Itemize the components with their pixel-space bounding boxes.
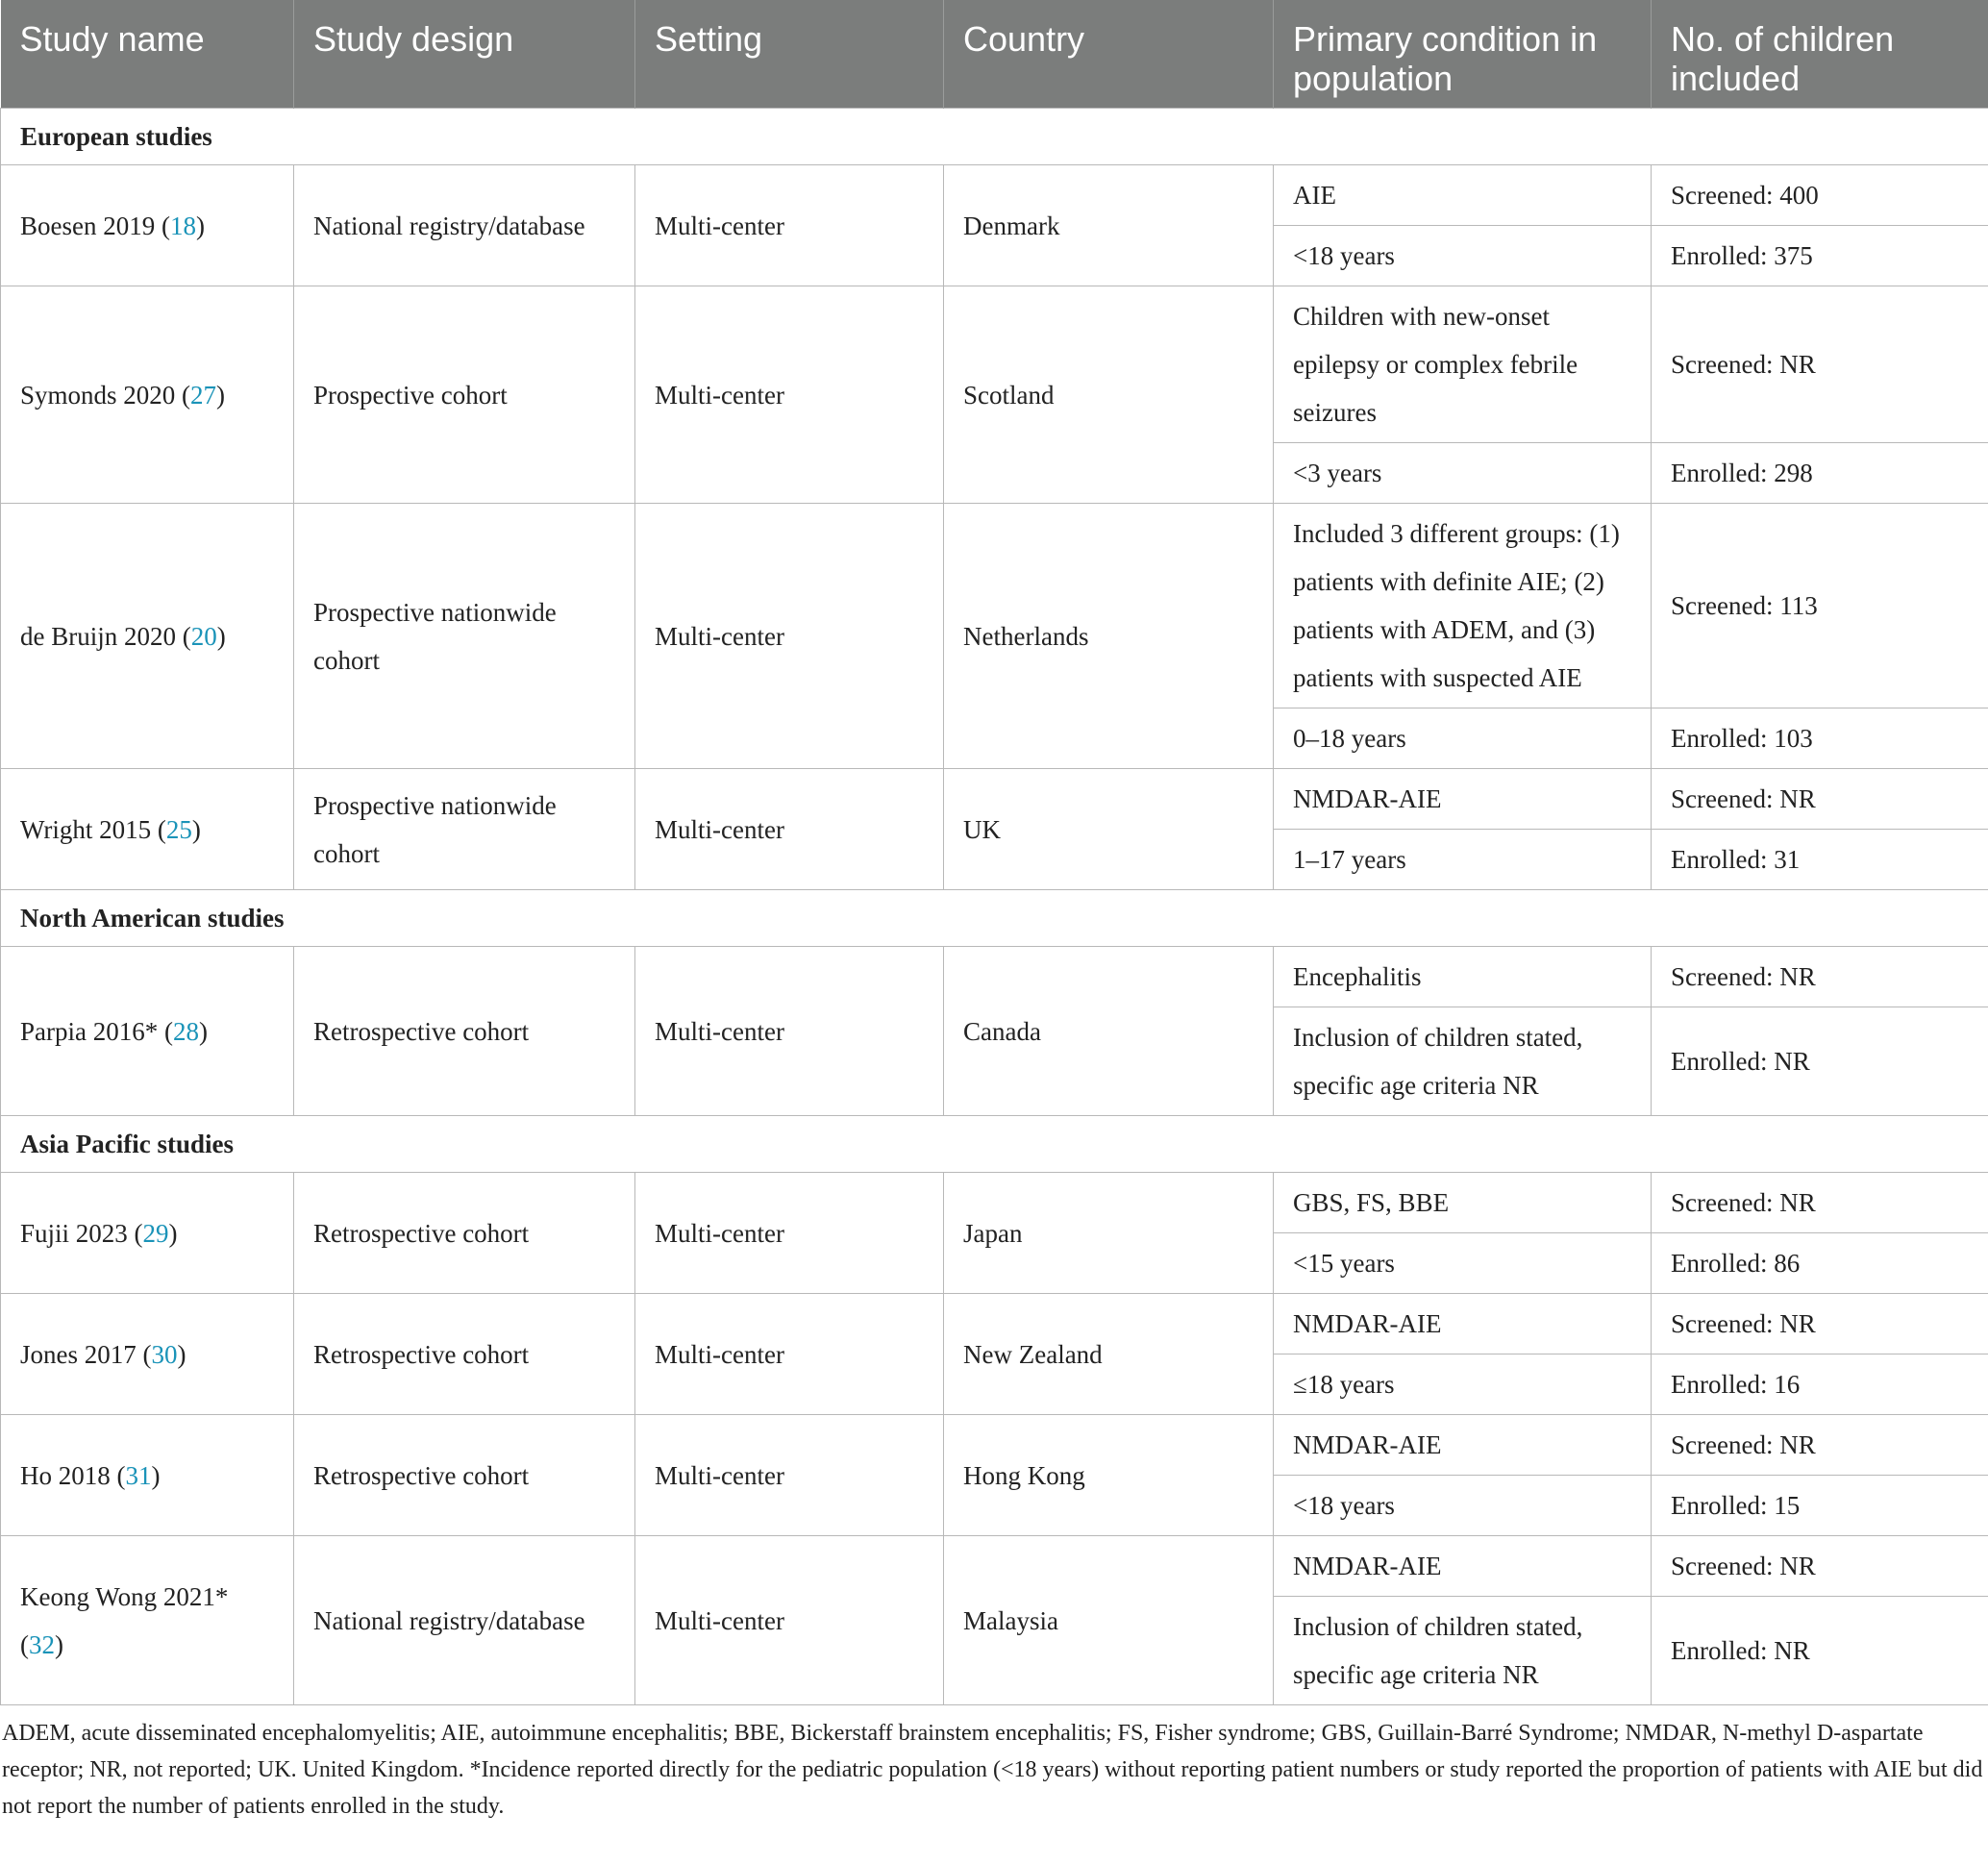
cell-study-name: Symonds 2020 (27) xyxy=(1,286,294,504)
cell-enrolled: Enrolled: 375 xyxy=(1652,226,1988,286)
cell-study-design: Retrospective cohort xyxy=(294,1173,635,1294)
reference-link[interactable]: 27 xyxy=(190,380,217,410)
cell-screened: Screened: 400 xyxy=(1652,165,1988,226)
cell-setting: Multi-center xyxy=(635,165,944,286)
study-name: Wright 2015 xyxy=(20,814,152,844)
cell-setting: Multi-center xyxy=(635,1173,944,1294)
table-row xyxy=(1,1536,1988,1597)
col-header-primary-condition: Primary condition in population xyxy=(1274,0,1652,109)
cell-study-design: Prospective nationwide cohort xyxy=(294,504,635,769)
cell-setting: Multi-center xyxy=(635,1536,944,1705)
cell-age-criteria: <15 years xyxy=(1274,1233,1652,1294)
cell-screened: Screened: NR xyxy=(1652,286,1988,443)
cell-condition: NMDAR-AIE xyxy=(1274,1536,1652,1597)
cell-country: Scotland xyxy=(944,286,1274,504)
group-row xyxy=(1,890,1988,947)
cell-enrolled: Enrolled: 298 xyxy=(1652,443,1988,504)
cell-condition: NMDAR-AIE xyxy=(1274,1415,1652,1476)
cell-study-design: Retrospective cohort xyxy=(294,1415,635,1536)
table-row xyxy=(1,1415,1988,1476)
cell-enrolled: Enrolled: 15 xyxy=(1652,1476,1988,1536)
reference-link[interactable]: 25 xyxy=(165,814,192,844)
cell-setting: Multi-center xyxy=(635,947,944,1116)
cell-setting: Multi-center xyxy=(635,286,944,504)
cell-country: Japan xyxy=(944,1173,1274,1294)
study-name: de Bruijn 2020 xyxy=(20,621,176,651)
reference-link[interactable]: 32 xyxy=(29,1629,55,1659)
cell-age-criteria: <18 years xyxy=(1274,226,1652,286)
cell-screened: Screened: 113 xyxy=(1652,504,1988,708)
cell-condition: NMDAR-AIE xyxy=(1274,769,1652,830)
cell-age-criteria: 1–17 years xyxy=(1274,830,1652,890)
table-row xyxy=(1,1294,1988,1355)
cell-study-design: Retrospective cohort xyxy=(294,1294,635,1415)
table-header xyxy=(1,0,1988,109)
cell-enrolled: Enrolled: 16 xyxy=(1652,1355,1988,1415)
cell-age-criteria: ≤18 years xyxy=(1274,1355,1652,1415)
cell-setting: Multi-center xyxy=(635,769,944,890)
cell-country: Canada xyxy=(944,947,1274,1116)
reference-link[interactable]: 20 xyxy=(190,621,217,651)
cell-condition: Included 3 different groups: (1) patients with definite AIE; (2) patients with ADEM, and (3) patients with suspected AIE xyxy=(1274,504,1652,708)
cell-study-name: Jones 2017 (30) xyxy=(1,1294,294,1415)
group-label-europe: European studies xyxy=(1,109,1988,165)
table-row xyxy=(1,769,1988,830)
cell-enrolled: Enrolled: 31 xyxy=(1652,830,1988,890)
table-row xyxy=(1,947,1988,1007)
group-row xyxy=(1,1116,1988,1173)
study-name: Symonds 2020 xyxy=(20,380,176,410)
cell-country: Denmark xyxy=(944,165,1274,286)
cell-condition: AIE xyxy=(1274,165,1652,226)
cell-country: UK xyxy=(944,769,1274,890)
table-row xyxy=(1,286,1988,443)
cell-condition: Children with new-onset epilepsy or complex febrile seizures xyxy=(1274,286,1652,443)
cell-setting: Multi-center xyxy=(635,504,944,769)
cell-age-criteria: Inclusion of children stated, specific age criteria NR xyxy=(1274,1007,1652,1116)
cell-study-name: Ho 2018 (31) xyxy=(1,1415,294,1536)
cell-condition: NMDAR-AIE xyxy=(1274,1294,1652,1355)
table-footnote: ADEM, acute disseminated encephalomyelitis; AIE, autoimmune encephalitis; BBE, Bickerstaff brainstem encephalitis; FS, Fisher syndrome; GBS, Guillain-Barré Syndrome; NMDAR, N-methyl D-aspartate receptor; NR, not reported; UK. United Kingdom. *Incidence reported directly for the pediatric population (<18 years) without reporting patient numbers or study reported the proportion of patients with AIE but did not report the number of patients enrolled in the study. xyxy=(2,1721,1983,1819)
cell-screened: Screened: NR xyxy=(1652,947,1988,1007)
reference-link[interactable]: 29 xyxy=(142,1218,169,1248)
group-row xyxy=(1,109,1988,165)
study-name: Ho 2018 xyxy=(20,1460,111,1490)
cell-condition: GBS, FS, BBE xyxy=(1274,1173,1652,1233)
table-body xyxy=(1,109,1988,1705)
cell-country: Hong Kong xyxy=(944,1415,1274,1536)
cell-study-name: Keong Wong 2021* (32) xyxy=(1,1536,294,1705)
reference-link[interactable]: 28 xyxy=(172,1016,199,1046)
header-row xyxy=(1,0,1988,109)
cell-study-design: National registry/database xyxy=(294,1536,635,1705)
cell-enrolled: Enrolled: 86 xyxy=(1652,1233,1988,1294)
cell-setting: Multi-center xyxy=(635,1294,944,1415)
cell-study-design: National registry/database xyxy=(294,165,635,286)
group-label-north-america: North American studies xyxy=(1,890,1988,947)
study-name: Parpia 2016 xyxy=(20,1016,145,1046)
cell-age-criteria: <3 years xyxy=(1274,443,1652,504)
asterisk-mark: * xyxy=(144,1016,159,1046)
reference-link[interactable]: 31 xyxy=(125,1460,152,1490)
table-row xyxy=(1,165,1988,226)
cell-country: New Zealand xyxy=(944,1294,1274,1415)
group-label-asia: Asia Pacific studies xyxy=(1,1116,1988,1173)
cell-age-criteria: 0–18 years xyxy=(1274,708,1652,769)
cell-study-name: Fujii 2023 (29) xyxy=(1,1173,294,1294)
cell-study-design: Retrospective cohort xyxy=(294,947,635,1116)
cell-enrolled: Enrolled: NR xyxy=(1652,1597,1988,1705)
table-row xyxy=(1,1173,1988,1233)
study-name: Jones 2017 xyxy=(20,1339,137,1369)
col-header-setting: Setting xyxy=(635,0,944,109)
cell-screened: Screened: NR xyxy=(1652,1415,1988,1476)
cell-enrolled: Enrolled: NR xyxy=(1652,1007,1988,1116)
asterisk-mark: * xyxy=(214,1581,229,1611)
cell-study-name: Wright 2015 (25) xyxy=(1,769,294,890)
cell-screened: Screened: NR xyxy=(1652,769,1988,830)
reference-link[interactable]: 30 xyxy=(151,1339,178,1369)
col-header-no-children: No. of children included xyxy=(1652,0,1988,109)
cell-study-name: de Bruijn 2020 (20) xyxy=(1,504,294,769)
cell-enrolled: Enrolled: 103 xyxy=(1652,708,1988,769)
cell-screened: Screened: NR xyxy=(1652,1294,1988,1355)
table-row xyxy=(1,504,1988,708)
col-header-study-design: Study design xyxy=(294,0,635,109)
cell-country: Netherlands xyxy=(944,504,1274,769)
cell-setting: Multi-center xyxy=(635,1415,944,1536)
cell-age-criteria: <18 years xyxy=(1274,1476,1652,1536)
cell-screened: Screened: NR xyxy=(1652,1173,1988,1233)
cell-screened: Screened: NR xyxy=(1652,1536,1988,1597)
col-header-country: Country xyxy=(944,0,1274,109)
cell-age-criteria: Inclusion of children stated, specific age criteria NR xyxy=(1274,1597,1652,1705)
study-name: Boesen 2019 xyxy=(20,211,156,240)
cell-study-name: Parpia 2016* (28) xyxy=(1,947,294,1116)
reference-link[interactable]: 18 xyxy=(169,211,196,240)
col-header-study-name: Study name xyxy=(1,0,294,109)
cell-study-design: Prospective cohort xyxy=(294,286,635,504)
cell-study-design: Prospective nationwide cohort xyxy=(294,769,635,890)
cell-country: Malaysia xyxy=(944,1536,1274,1705)
study-name: Keong Wong 2021 xyxy=(20,1581,215,1611)
cell-condition: Encephalitis xyxy=(1274,947,1652,1007)
cell-study-name: Boesen 2019 (18) xyxy=(1,165,294,286)
study-name: Fujii 2023 xyxy=(20,1218,128,1248)
